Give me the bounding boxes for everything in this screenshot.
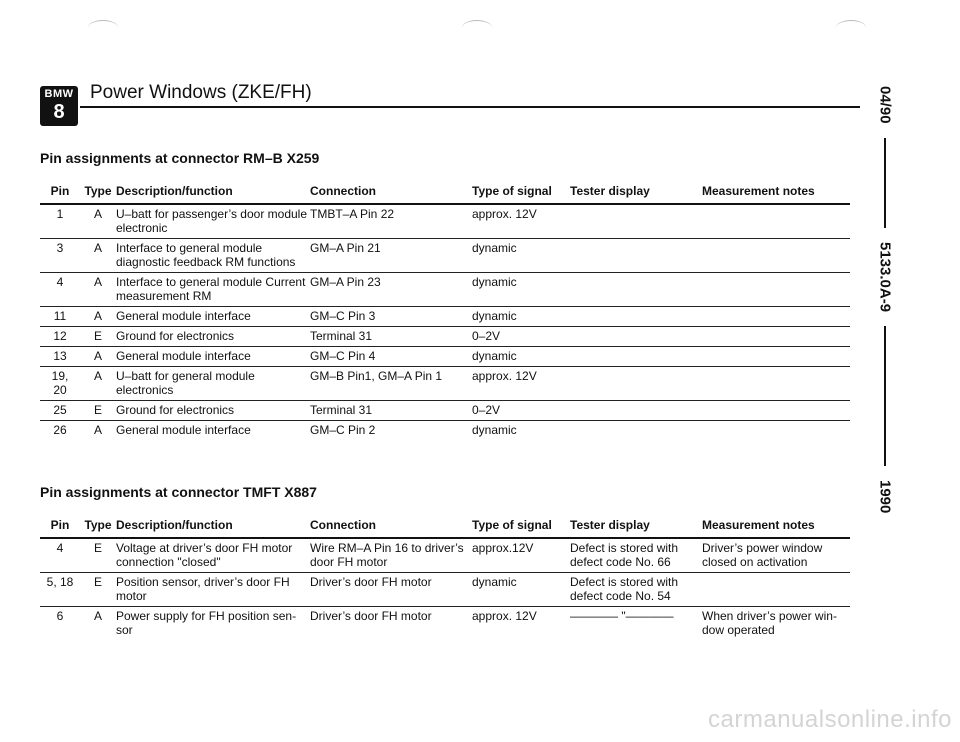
cell-type: A bbox=[93, 423, 102, 437]
cell-pin: 26 bbox=[53, 423, 67, 437]
cell-notes: When driver’s power win- dow operated bbox=[702, 609, 837, 637]
table-row bbox=[40, 307, 850, 327]
cell-pin: 1 bbox=[40, 204, 80, 239]
table-header-row bbox=[40, 184, 850, 204]
cell-tester bbox=[570, 239, 702, 273]
cell-signal: dynamic bbox=[472, 239, 570, 273]
cell-notes bbox=[702, 327, 850, 347]
cell-notes bbox=[702, 367, 850, 401]
cell-tester bbox=[570, 204, 702, 239]
cell-connection: GM–C Pin 4 bbox=[310, 347, 472, 367]
cell-signal: dynamic bbox=[472, 423, 517, 437]
cell-pin: 5, 18 bbox=[40, 573, 80, 607]
table-row bbox=[40, 273, 850, 307]
cell-signal: approx. 12V bbox=[472, 204, 570, 239]
cell-pin: 25 bbox=[40, 401, 80, 421]
cell-notes bbox=[702, 204, 850, 239]
col-header-type: Type bbox=[80, 184, 116, 204]
cell-tester bbox=[570, 367, 702, 401]
cell-signal: approx. 12V bbox=[472, 609, 537, 623]
cell-tester bbox=[570, 327, 702, 347]
section1-table bbox=[40, 184, 850, 440]
cell-pin: 6 bbox=[56, 609, 64, 623]
cell-type: A bbox=[93, 609, 102, 623]
cell-signal: approx. 12V bbox=[472, 367, 570, 401]
cell-notes: Driver’s power window closed on activation bbox=[702, 538, 850, 573]
cell-tester bbox=[570, 273, 702, 307]
cell-tester: Defect is stored with defect code No. 54 bbox=[570, 573, 702, 607]
col-header-connection: Connection bbox=[310, 184, 472, 204]
document-title: Power Windows (ZKE/FH) bbox=[90, 82, 312, 103]
corner-mark-right bbox=[836, 20, 866, 35]
cell-signal: 0–2V bbox=[472, 401, 570, 421]
cell-connection: Wire RM–A Pin 16 to driver’s door FH motor bbox=[310, 538, 472, 573]
cell-connection: GM–C Pin 3 bbox=[310, 307, 472, 327]
cell-pin: 11 bbox=[40, 307, 80, 327]
corner-mark-left bbox=[88, 20, 118, 35]
side-code: 5133.0A-9 bbox=[876, 241, 894, 312]
col-header-pin: Pin bbox=[40, 184, 80, 204]
col-header-notes: Measurement notes bbox=[702, 518, 850, 538]
cell-notes bbox=[702, 273, 850, 307]
col-header-tester: Tester display bbox=[570, 518, 702, 538]
section2-table bbox=[40, 518, 850, 640]
cell-connection: Driver’s door FH motor bbox=[310, 609, 432, 623]
cell-signal: dynamic bbox=[472, 573, 570, 607]
cell-notes bbox=[702, 421, 850, 441]
side-margin bbox=[870, 86, 900, 676]
cell-description: Ground for electronics bbox=[116, 401, 310, 421]
col-header-pin: Pin bbox=[40, 518, 80, 538]
cell-notes bbox=[702, 307, 850, 327]
table-row bbox=[40, 401, 850, 421]
col-header-notes: Measurement notes bbox=[702, 184, 850, 204]
cell-description: General module interface bbox=[116, 347, 310, 367]
cell-pin: 4 bbox=[40, 538, 80, 573]
table-row bbox=[40, 367, 850, 401]
title-rule bbox=[80, 106, 860, 108]
cell-pin: 13 bbox=[40, 347, 80, 367]
side-divider bbox=[884, 326, 886, 466]
section2-title: Pin assignments at connector TMFT X887 bbox=[40, 484, 317, 500]
cell-connection: GM–A Pin 23 bbox=[310, 273, 472, 307]
table-row bbox=[40, 573, 850, 607]
table-header-row bbox=[40, 518, 850, 538]
col-header-signal: Type of signal bbox=[472, 518, 570, 538]
cell-description: U–batt for passenger’s door module electronic bbox=[116, 204, 310, 239]
cell-description: General module interface bbox=[116, 307, 310, 327]
cell-tester: ———— "———— bbox=[570, 609, 674, 623]
cell-type: E bbox=[80, 401, 116, 421]
cell-type: A bbox=[80, 347, 116, 367]
table-row bbox=[40, 421, 850, 441]
table-row bbox=[40, 239, 850, 273]
cell-notes bbox=[702, 573, 850, 607]
cell-tester bbox=[570, 401, 702, 421]
cell-description: Power supply for FH position sen- sor bbox=[116, 609, 297, 637]
cell-pin: 3 bbox=[40, 239, 80, 273]
bmw-logo bbox=[40, 86, 78, 126]
cell-tester bbox=[570, 307, 702, 327]
cell-type: E bbox=[80, 573, 116, 607]
cell-pin: 12 bbox=[40, 327, 80, 347]
cell-type: A bbox=[80, 273, 116, 307]
table-row bbox=[40, 347, 850, 367]
cell-connection: Terminal 31 bbox=[310, 401, 472, 421]
cell-description: Interface to general module Current measurement RM bbox=[116, 273, 310, 307]
table-row bbox=[40, 538, 850, 573]
cell-pin: 4 bbox=[40, 273, 80, 307]
section1-title: Pin assignments at connector RM–B X259 bbox=[40, 150, 320, 166]
col-header-signal: Type of signal bbox=[472, 184, 570, 204]
cell-tester: Defect is stored with defect code No. 66 bbox=[570, 538, 702, 573]
logo-brand: BMW bbox=[44, 88, 74, 100]
cell-description: Ground for electronics bbox=[116, 327, 310, 347]
cell-connection: GM–C Pin 2 bbox=[310, 423, 376, 437]
cell-description: U–batt for general module electronics bbox=[116, 367, 310, 401]
cell-type: A bbox=[80, 239, 116, 273]
cell-type: A bbox=[80, 204, 116, 239]
col-header-connection: Connection bbox=[310, 518, 472, 538]
logo-series: 8 bbox=[53, 101, 65, 123]
cell-notes bbox=[702, 347, 850, 367]
side-divider bbox=[884, 138, 886, 228]
cell-pin: 19, 20 bbox=[40, 367, 80, 401]
cell-connection: Driver’s door FH motor bbox=[310, 573, 472, 607]
cell-type: E bbox=[80, 327, 116, 347]
cell-signal: dynamic bbox=[472, 273, 570, 307]
cell-description: General module interface bbox=[116, 423, 251, 437]
col-header-tester: Tester display bbox=[570, 184, 702, 204]
cell-description: Position sensor, driver’s door FH motor bbox=[116, 573, 310, 607]
col-header-type: Type bbox=[80, 518, 116, 538]
cell-tester bbox=[570, 347, 702, 367]
cell-tester bbox=[570, 421, 702, 441]
cell-notes bbox=[702, 239, 850, 273]
cell-signal: dynamic bbox=[472, 307, 570, 327]
cell-connection: Terminal 31 bbox=[310, 327, 472, 347]
cell-type: E bbox=[80, 538, 116, 573]
cell-connection: GM–A Pin 21 bbox=[310, 239, 472, 273]
side-year: 1990 bbox=[876, 479, 894, 513]
watermark: carmanualsonline.info bbox=[708, 706, 952, 733]
cell-connection: TMBT–A Pin 22 bbox=[310, 204, 472, 239]
cell-notes bbox=[702, 401, 850, 421]
cell-signal: 0–2V bbox=[472, 327, 570, 347]
cell-description: Voltage at driver’s door FH motor connection "closed" bbox=[116, 538, 310, 573]
col-header-description: Description/function bbox=[116, 184, 310, 204]
corner-mark-middle bbox=[462, 20, 492, 35]
cell-description: Interface to general module diagnostic feedback RM functions bbox=[116, 239, 310, 273]
cell-signal: approx.12V bbox=[472, 538, 570, 573]
table-row bbox=[40, 327, 850, 347]
table-row bbox=[40, 607, 850, 641]
cell-type: A bbox=[80, 307, 116, 327]
cell-connection: GM–B Pin1, GM–A Pin 1 bbox=[310, 367, 472, 401]
cell-signal: dynamic bbox=[472, 347, 570, 367]
side-date: 04/90 bbox=[876, 86, 894, 124]
col-header-description: Description/function bbox=[116, 518, 310, 538]
table-row bbox=[40, 204, 850, 239]
cell-type: A bbox=[80, 367, 116, 401]
